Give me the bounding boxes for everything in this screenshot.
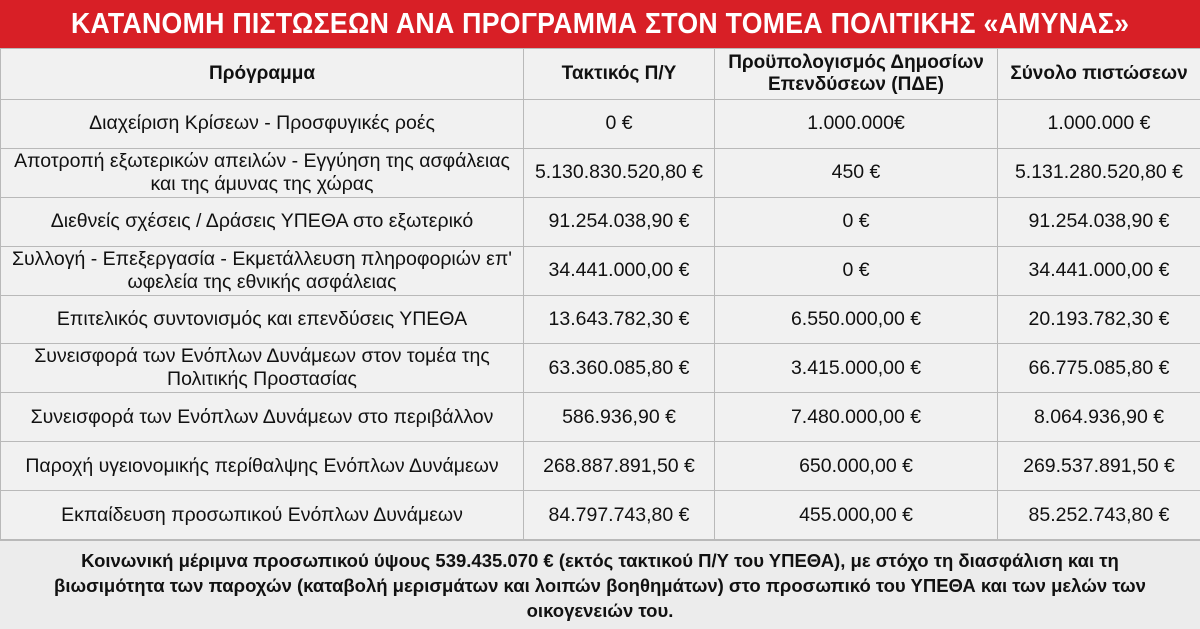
cell-program: Παροχή υγειονομικής περίθαλψης Ενόπλων Δυνάμεων — [1, 442, 524, 491]
table-row — [1, 197, 1200, 246]
table-row — [1, 148, 1200, 197]
header-regular-budget: Τακτικός Π/Υ — [524, 49, 715, 100]
cell-regular-budget: 5.130.830.520,80 € — [524, 148, 715, 197]
cell-total: 5.131.280.520,80 € — [998, 148, 1200, 197]
cell-pde: 455.000,00 € — [715, 491, 998, 540]
cell-pde: 7.480.000,00 € — [715, 393, 998, 442]
header-program: Πρόγραμμα — [1, 49, 524, 100]
table-row — [1, 491, 1200, 540]
footer-note: Κοινωνική μέριμνα προσωπικού ύψους 539.435.070 € (εκτός τακτικού Π/Υ του ΥΠΕΘΑ), με στόχο τη διασφάλιση και τη βιωσιμότητα των παροχών (καταβολή μερισμάτων και λοιπών βοηθημάτων) στο προσωπικό του ΥΠΕΘΑ και των μελών των οικογενειών του. — [54, 549, 1146, 621]
cell-pde: 0 € — [715, 197, 998, 246]
cell-total: 8.064.936,90 € — [998, 393, 1200, 442]
cell-program: Συνεισφορά των Ενόπλων Δυνάμεων στο περιβάλλον — [1, 393, 524, 442]
cell-pde: 650.000,00 € — [715, 442, 998, 491]
cell-pde: 3.415.000,00 € — [715, 344, 998, 393]
table-row — [1, 295, 1200, 344]
cell-pde: 450 € — [715, 148, 998, 197]
cell-program: Συλλογή - Επεξεργασία - Εκμετάλλευση πληροφοριών επ' ωφελεία της εθνικής ασφάλειας — [1, 246, 524, 295]
cell-total: 91.254.038,90 € — [998, 197, 1200, 246]
header-row — [1, 49, 1200, 100]
cell-program: Διεθνείς σχέσεις / Δράσεις ΥΠΕΘΑ στο εξωτερικό — [1, 197, 524, 246]
cell-program: Διαχείριση Κρίσεων - Προσφυγικές ροές — [1, 100, 524, 149]
table-row — [1, 246, 1200, 295]
credits-table — [0, 48, 1200, 540]
cell-regular-budget: 586.936,90 € — [524, 393, 715, 442]
cell-total: 20.193.782,30 € — [998, 295, 1200, 344]
cell-regular-budget: 268.887.891,50 € — [524, 442, 715, 491]
cell-total: 269.537.891,50 € — [998, 442, 1200, 491]
cell-total: 66.775.085,80 € — [998, 344, 1200, 393]
page-title: ΚΑΤΑΝΟΜΗ ΠΙΣΤΩΣΕΩΝ ΑΝΑ ΠΡΟΓΡΑΜΜΑ ΣΤΟΝ ΤΟΜΕΑ ΠΟΛΙΤΙΚΗΣ «ΑΜΥΝΑΣ» — [70, 7, 1130, 40]
cell-regular-budget: 13.643.782,30 € — [524, 295, 715, 344]
cell-program: Αποτροπή εξωτερικών απειλών - Εγγύηση της ασφάλειας και της άμυνας της χώρας — [1, 148, 524, 197]
cell-pde: 1.000.000€ — [715, 100, 998, 149]
cell-regular-budget: 0 € — [524, 100, 715, 149]
cell-program: Επιτελικός συντονισμός και επενδύσεις ΥΠΕΘΑ — [1, 295, 524, 344]
table-row — [1, 393, 1200, 442]
cell-program: Συνεισφορά των Ενόπλων Δυνάμεων στον τομέα της Πολιτικής Προστασίας — [1, 344, 524, 393]
cell-regular-budget: 63.360.085,80 € — [524, 344, 715, 393]
cell-program: Εκπαίδευση προσωπικού Ενόπλων Δυνάμεων — [1, 491, 524, 540]
header-total-credits: Σύνολο πιστώσεων — [998, 49, 1200, 100]
cell-pde: 6.550.000,00 € — [715, 295, 998, 344]
table-row — [1, 344, 1200, 393]
cell-total: 85.252.743,80 € — [998, 491, 1200, 540]
footer-note-box — [0, 540, 1200, 629]
table-row — [1, 442, 1200, 491]
cell-total: 1.000.000 € — [998, 100, 1200, 149]
title-banner — [0, 0, 1200, 48]
header-public-investment-budget: Προϋπολογισμός Δημοσίων Επενδύσεων (ΠΔΕ) — [715, 49, 998, 100]
cell-regular-budget: 91.254.038,90 € — [524, 197, 715, 246]
table-row — [1, 100, 1200, 149]
cell-pde: 0 € — [715, 246, 998, 295]
cell-total: 34.441.000,00 € — [998, 246, 1200, 295]
cell-regular-budget: 84.797.743,80 € — [524, 491, 715, 540]
cell-regular-budget: 34.441.000,00 € — [524, 246, 715, 295]
